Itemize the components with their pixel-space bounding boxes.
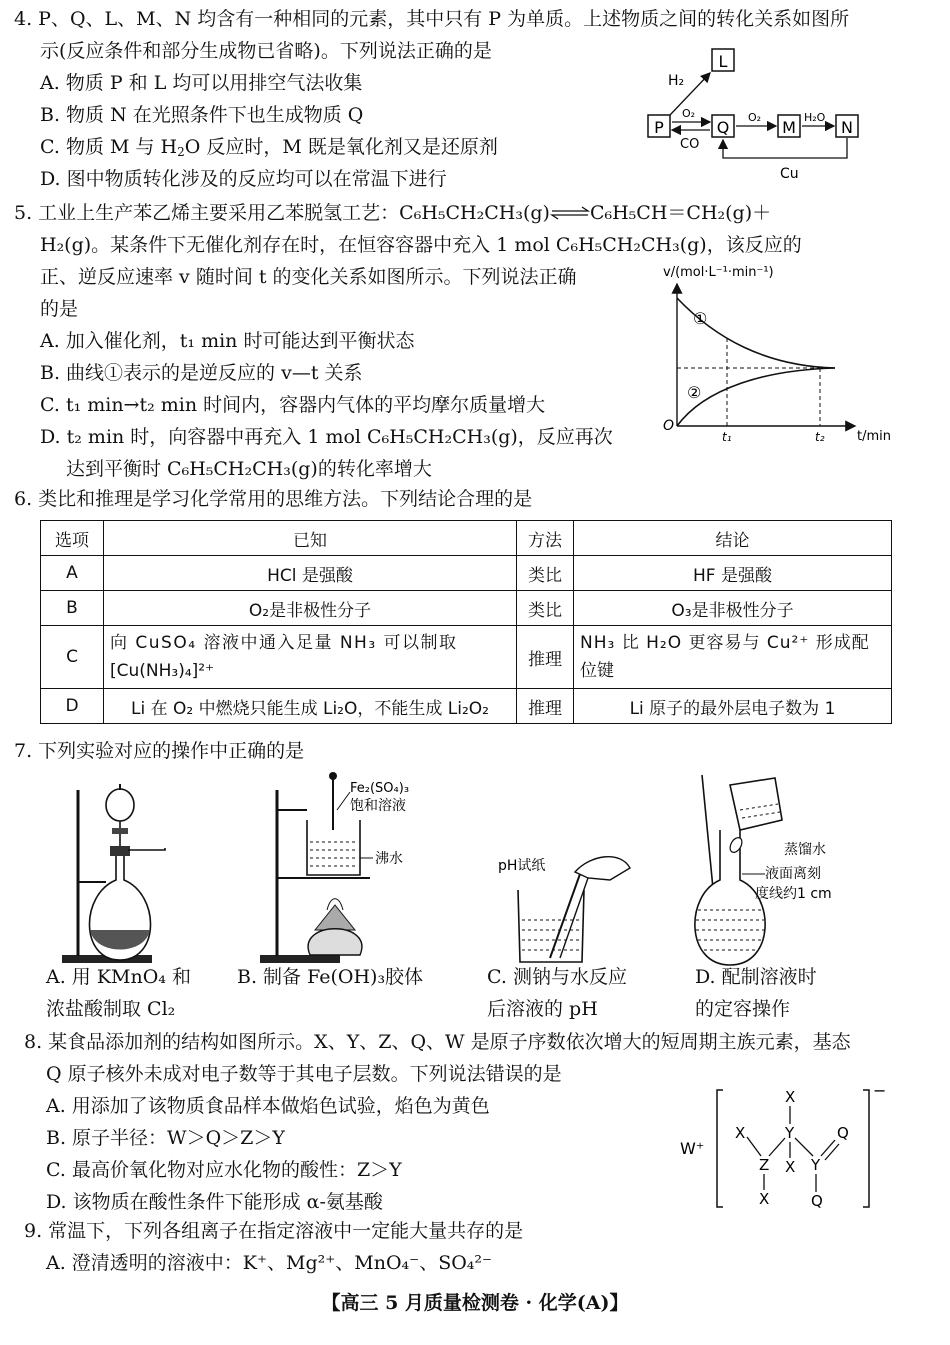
caption-d-line2: 的定容操作: [695, 998, 791, 1020]
label-o2-qm: O₂: [748, 111, 762, 124]
graph-xlabel: t/min: [857, 429, 891, 444]
label-o2-pq: O₂: [682, 107, 696, 120]
struct-y-right: Y: [811, 1156, 821, 1174]
q5-stem-line3: 正、逆反应速率 v 随时间 t 的变化关系如图所示。下列说法正确: [40, 266, 577, 288]
row-c-known: [104, 626, 517, 689]
apparatus-b-colloid-prep: [255, 770, 430, 970]
label-ph-paper: pH试纸: [498, 858, 546, 874]
row-c-conclusion: [574, 626, 892, 689]
graph-t1: t₁: [722, 430, 732, 444]
q9-stem: 9. 常温下，下列各组离子在指定溶液中一定能大量共存的是: [24, 1220, 524, 1242]
q4-option-c-post: O 反应时，M 既是氧化剂又是还原剂: [184, 136, 498, 158]
struct-q-top: Q: [837, 1124, 849, 1142]
row-a-conclusion: HF 是强酸: [574, 556, 892, 591]
label-cu: Cu: [780, 166, 799, 182]
row-d-method: 推理: [517, 689, 574, 724]
row-c-conclusion-line1: NH₃ 比 H₂O 更容易与 Cu²⁺ 形成配: [580, 633, 870, 653]
q4-stem-line1: 4. P、Q、L、M、N 均含有一种相同的元素，其中只有 P 为单质。上述物质之间的转化关系如图所: [14, 8, 850, 30]
caption-b: B. 制备 Fe(OH)₃胶体: [237, 966, 424, 988]
q4-option-c-pre: C. 物质 M 与 H: [40, 136, 178, 158]
q8-option-d: D. 该物质在酸性条件下能形成 α-氨基酸: [46, 1191, 383, 1213]
q9-option-a: A. 澄清透明的溶液中：K⁺、Mg²⁺、MnO₄⁻、SO₄²⁻: [46, 1252, 493, 1274]
row-b-option: B: [41, 591, 104, 626]
q8-stem-line1: 8. 某食品添加剂的结构如图所示。X、Y、Z、Q、W 是原子序数依次增大的短周期主族元素，基态: [24, 1031, 851, 1053]
row-a-known: HCl 是强酸: [104, 556, 517, 591]
struct-x-left: X: [735, 1124, 746, 1142]
struct-x-mid: X: [785, 1158, 796, 1176]
box-N: N: [841, 118, 853, 137]
q4-option-b: B. 物质 N 在光照条件下也生成物质 Q: [40, 104, 364, 126]
apparatus-d-volumetric-flask: [680, 770, 880, 975]
q5-equation-left: 5. 工业上生产苯乙烯主要采用乙苯脱氢工艺：C₆H₅CH₂CH₃(g): [14, 202, 550, 224]
box-P: P: [654, 118, 664, 137]
q5-stem-line4: 的是: [40, 298, 79, 320]
table-header-row: [41, 521, 892, 556]
row-c-option: C: [41, 626, 104, 689]
struct-w-ion: W⁺: [680, 1139, 705, 1158]
caption-a-line1: A. 用 KMnO₄ 和: [46, 966, 191, 988]
row-a-method: 类比: [517, 556, 574, 591]
label-mark-2: 度线约1 cm: [755, 886, 832, 902]
equilibrium-arrow-icon: [550, 199, 590, 230]
row-d-conclusion: Li 原子的最外层电子数为 1: [574, 689, 892, 724]
graph-t2: t₂: [815, 430, 825, 444]
row-b-conclusion: O₃是非极性分子: [574, 591, 892, 626]
q5-stem-line1: [14, 198, 771, 230]
q5-option-d-line1: D. t₂ min 时，向容器中再充入 1 mol C₆H₅CH₂CH₃(g)，反应再次: [40, 426, 613, 448]
row-c-known-line2: [Cu(NH₃)₄]²⁺: [110, 661, 215, 681]
label-mark-1: 液面离刻: [765, 866, 821, 882]
struct-y-center: Y: [785, 1124, 795, 1142]
q8-option-b: B. 原子半径：W＞Q＞Z＞Y: [46, 1127, 285, 1149]
box-L: L: [718, 52, 728, 71]
row-d-known: Li 在 O₂ 中燃烧只能生成 Li₂O，不能生成 Li₂O₂: [104, 689, 517, 724]
graph-ylabel: v/(mol·L⁻¹·min⁻¹): [663, 265, 774, 280]
label-distilled-water: 蒸馏水: [784, 842, 826, 858]
graph-curve1-label: ①: [693, 309, 708, 328]
row-a-option: A: [41, 556, 104, 591]
label-co: CO: [680, 137, 700, 152]
q5-equation-right: C₆H₅CH＝CH₂(g)＋: [589, 202, 772, 224]
table-row: [41, 591, 892, 626]
label-boiling-water: 沸水: [375, 851, 403, 867]
q8-option-c: C. 最高价氧化物对应水化物的酸性：Z＞Y: [46, 1159, 402, 1181]
graph-origin: O: [663, 418, 675, 434]
label-fe-reagent-2: 饱和溶液: [350, 798, 406, 814]
box-M: M: [782, 118, 796, 137]
struct-charge: −: [873, 1082, 887, 1100]
q5-option-d-line2: 达到平衡时 C₆H₅CH₂CH₃(g)的转化率增大: [66, 458, 432, 480]
q7-stem: 7. 下列实验对应的操作中正确的是: [14, 740, 305, 762]
caption-d-line1: D. 配制溶液时: [695, 966, 817, 988]
q4-option-c-sub: 2: [177, 145, 185, 159]
q4-stem-line2: 示(反应条件和部分生成物已省略)。下列说法正确的是: [40, 40, 492, 62]
q8-structure-diagram: [675, 1082, 890, 1212]
row-d-option: D: [41, 689, 104, 724]
header-option: 选项: [41, 521, 104, 556]
table-row: [41, 689, 892, 724]
label-h2o: H₂O: [804, 111, 826, 124]
label-fe-reagent-1: Fe₂(SO₄)₃: [350, 781, 410, 796]
q4-option-a: A. 物质 P 和 L 均可以用排空气法收集: [40, 72, 363, 94]
row-b-method: 类比: [517, 591, 574, 626]
caption-c-line2: 后溶液的 pH: [487, 998, 598, 1020]
header-known: 已知: [104, 521, 517, 556]
row-c-conclusion-line2: 位键: [580, 661, 614, 681]
caption-a-line2: 浓盐酸制取 Cl₂: [46, 998, 176, 1020]
q4-transformation-diagram: [630, 40, 870, 185]
table-row: [41, 626, 892, 689]
struct-x-top: X: [785, 1088, 796, 1106]
table-row: [41, 556, 892, 591]
apparatus-c-ph-test: [490, 840, 640, 970]
caption-c-line1: C. 测钠与水反应: [487, 966, 627, 988]
struct-x-bottom: X: [759, 1190, 770, 1208]
q5-option-b: B. 曲线①表示的是逆反应的 v—t 关系: [40, 362, 363, 384]
header-method: 方法: [517, 521, 574, 556]
q8-option-a: A. 用添加了该物质食品样本做焰色试验，焰色为黄色: [46, 1095, 490, 1117]
row-b-known: O₂是非极性分子: [104, 591, 517, 626]
q4-option-d: D. 图中物质转化涉及的反应均可以在常温下进行: [40, 168, 447, 190]
page-footer: 【高三 5 月质量检测卷 · 化学(A)】: [321, 1292, 629, 1314]
row-c-known-line1: 向 CuSO₄ 溶液中通入足量 NH₃ 可以制取: [110, 633, 458, 653]
q5-stem-line2: H₂(g)。某条件下无催化剂存在时，在恒容容器中充入 1 mol C₆H₅CH₂CH₃(g)，该反应的: [40, 234, 802, 256]
q5-option-c: C. t₁ min→t₂ min 时间内，容器内气体的平均摩尔质量增大: [40, 394, 546, 416]
graph-curve2-label: ②: [687, 383, 702, 402]
q5-rate-time-graph: [655, 258, 900, 448]
box-Q: Q: [716, 118, 730, 137]
apparatus-a-chlorine-generator: [40, 770, 190, 970]
q6-table: [40, 520, 892, 724]
header-conclusion: 结论: [574, 521, 892, 556]
q4-option-c: [40, 132, 498, 163]
q6-stem: 6. 类比和推理是学习化学常用的思维方法。下列结论合理的是: [14, 488, 533, 510]
q5-option-a: A. 加入催化剂，t₁ min 时可能达到平衡状态: [40, 330, 415, 352]
label-h2: H₂: [668, 73, 685, 89]
struct-q-bottom: Q: [811, 1192, 823, 1210]
row-c-method: 推理: [517, 626, 574, 689]
struct-z: Z: [759, 1156, 770, 1174]
q8-stem-line2: Q 原子核外未成对电子数等于其电子层数。下列说法错误的是: [46, 1063, 562, 1085]
